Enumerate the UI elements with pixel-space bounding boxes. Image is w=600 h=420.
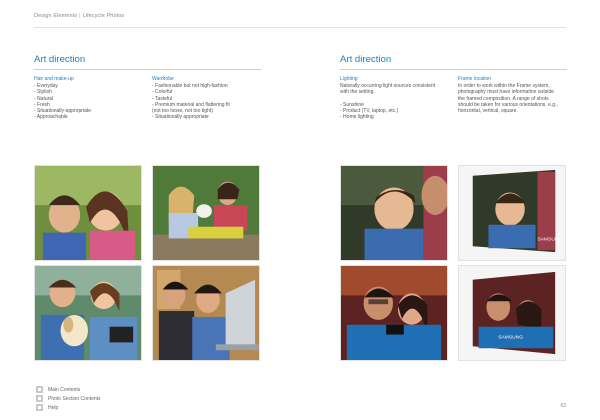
nav-help-label: Help [48,404,59,411]
page-number: 63 [560,403,566,409]
frame-text-line: photography must have information outside [458,89,554,96]
photo-women-with-dog [152,165,260,261]
frame-location-heading: Frame location [458,76,492,82]
lighting-intro-line: with the setting. [340,89,375,96]
nav-help[interactable] [36,404,58,411]
photo-friends-with-puppy [34,265,142,361]
breadcrumb [34,13,124,19]
wardrobe-heading: Wardrobe [152,76,174,82]
list-item: - Sunshine [340,101,364,108]
right-section-divider [340,69,567,70]
photo-boy-watching-framed [458,165,566,261]
left-section-header [34,54,261,70]
list-item: - Natural [34,95,54,102]
brand-logo-text: SAMSUNG [537,237,563,243]
right-section-title: Art direction [340,54,392,65]
frame-text-line: the framed composition. A range of shots [458,95,549,102]
nav-main-contents-label: Main Contents [48,386,81,393]
nav-photo-section-label: Photo Section Contents [48,395,101,402]
list-item: - Premium material and flattering fit [152,101,230,108]
list-item: - Situationally appropriate [152,114,209,121]
list-item: - Fashionable but not high-fashion [152,83,228,90]
list-item: - Approachable [34,114,68,121]
home-icon [36,386,43,393]
left-section-title: Art direction [34,54,86,65]
list-item: - Home lighting [340,114,374,121]
brand-logo-text: SAMSUNG [498,335,524,341]
frame-location-block [458,76,558,114]
nav-main-contents[interactable] [36,386,80,393]
photo-boy-watching [340,165,448,261]
right-section-header [340,54,567,70]
breadcrumb-section: Design Elements [34,13,78,19]
photo-friends-with-laptop [152,265,260,361]
wardrobe-block [152,76,230,120]
top-divider [34,27,566,28]
hair-makeup-heading: Hair and make-up [34,76,74,82]
breadcrumb-subsection: Lifecycle Photos [82,13,125,19]
lighting-block [340,76,435,120]
list-item: - Stylish [34,89,52,96]
lighting-intro-line: Naturally occurring light sources consistent [340,83,436,90]
list-item: - Product (TV, laptop, etc.) [340,107,399,114]
list-item: - Tasteful [152,95,173,102]
frame-text-line: In order to work within the Frame system, [458,83,550,90]
help-icon [36,404,43,411]
nav-photo-section-contents[interactable] [36,395,101,402]
frame-text-line: should be taken for various orientations, e.g., [458,101,558,108]
hair-makeup-block [34,76,91,120]
photo-section-icon [36,395,43,402]
list-item: - Colorful [152,89,173,96]
photo-couple-smiling [34,165,142,261]
frame-text-line: horizontal, vertical, square. [458,108,518,115]
photo-couple-at-night [340,265,448,361]
breadcrumb-separator: | [79,13,81,19]
lighting-heading: Lighting [340,76,358,82]
list-item: - Everyday [34,83,58,90]
photo-couple-at-night-framed [458,265,566,361]
list-item: - Fresh [34,101,50,108]
list-item: (not too loose, not too tight) [152,108,213,115]
list-item: - Situationally-appropriate [34,108,91,115]
left-section-divider [34,69,261,70]
